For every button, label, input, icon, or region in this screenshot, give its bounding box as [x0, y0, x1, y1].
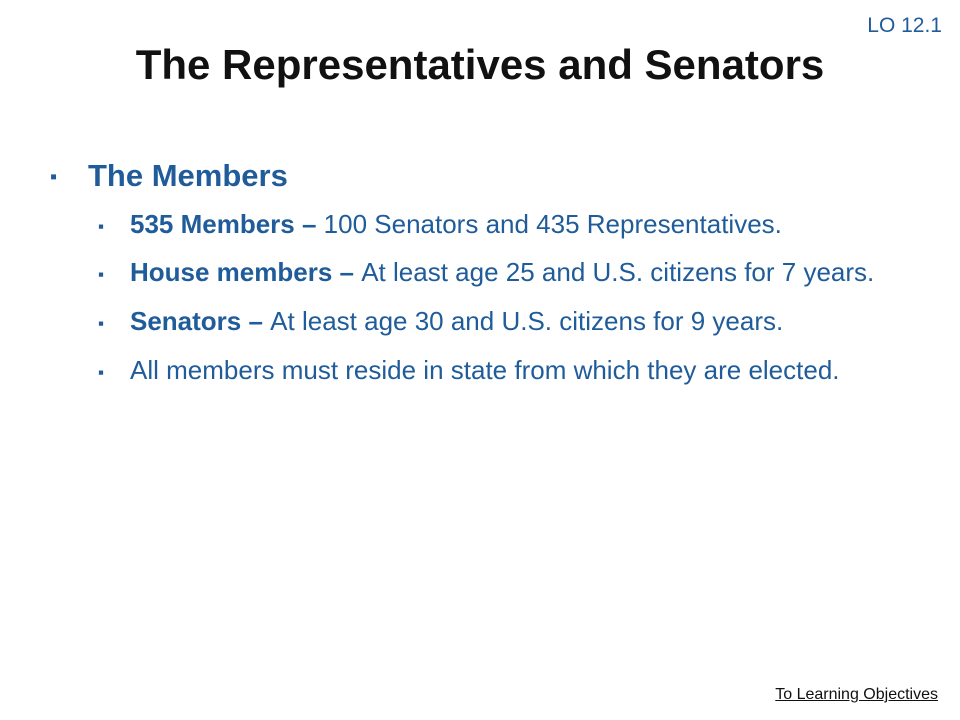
list-item-lead: Senators –	[130, 306, 271, 337]
square-bullet-icon: ▪	[98, 216, 105, 236]
bullet-list	[98, 208, 910, 387]
list-item-lead: 535 Members –	[130, 208, 324, 239]
square-bullet-icon: ▪	[98, 265, 105, 285]
list-item	[98, 305, 910, 338]
list-item-text	[130, 208, 910, 241]
learning-objective-tag: LO 12.1	[867, 14, 942, 37]
slide-content	[50, 158, 910, 403]
list-item-lead: House members –	[130, 257, 362, 288]
list-item-text	[130, 354, 910, 387]
list-item	[98, 208, 910, 241]
square-bullet-icon: ▪	[50, 166, 58, 188]
section-heading-row	[50, 158, 910, 194]
learning-objectives-link[interactable]: To Learning Objectives	[775, 686, 938, 703]
square-bullet-icon: ▪	[98, 314, 105, 334]
list-item	[98, 256, 910, 289]
list-item-body: At least age 30 and U.S. citizens for 9 years.	[270, 306, 784, 337]
list-item-text	[130, 256, 910, 289]
list-item-body: 100 Senators and 435 Representatives.	[323, 208, 782, 239]
list-item	[98, 354, 910, 387]
list-item-body: At least age 25 and U.S. citizens for 7 years.	[361, 257, 875, 288]
list-item-text	[130, 305, 910, 338]
square-bullet-icon: ▪	[98, 362, 105, 382]
slide-title: The Representatives and Senators	[135, 41, 825, 88]
section-heading: The Members	[88, 158, 288, 193]
list-item-body: All members must reside in state from which they are elected.	[130, 354, 840, 385]
